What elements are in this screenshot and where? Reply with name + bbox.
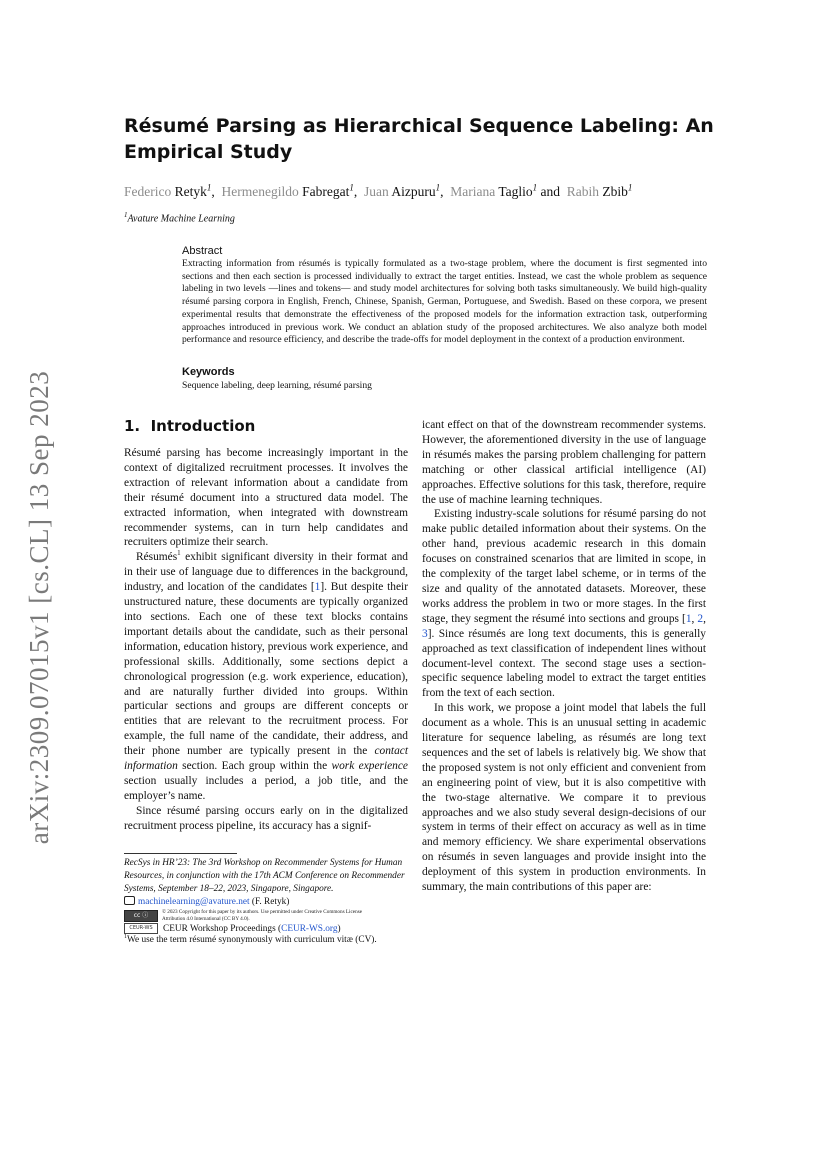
- intro-paragraph-3: Since résumé parsing occurs early on in the digitalized recruitment process pipeline, its accuracy has a signif-: [124, 804, 408, 832]
- envelope-icon: [124, 896, 135, 905]
- license-row: [124, 909, 362, 922]
- footnote-ref[interactable]: 1: [177, 549, 181, 558]
- email-link[interactable]: machinelearning@avature.net: [138, 897, 250, 907]
- citation-link[interactable]: 1: [685, 612, 692, 625]
- footnote-rule: [124, 853, 237, 854]
- author-5: Rabih Zbib$^1$: [566, 182, 633, 199]
- author-2: Hermenegildo Fabregat$^1$,: [221, 182, 358, 199]
- footnote-1: $^1$We use the term résumé synonymously with curriculum vitæ (CV).: [124, 933, 377, 945]
- ceur-logo-icon: CEUR-WS: [124, 923, 158, 934]
- author-4: Mariana Taglio$^1$ and: [450, 182, 561, 199]
- author-1: Federico Retyk$^1$,: [124, 182, 215, 199]
- ceur-row: CEUR-WS CEUR Workshop Proceedings ( CEUR-WS.org ): [124, 923, 341, 934]
- license-text: © 2023 Copyright for this paper by its authors. Use permitted under Creative Commons License Attribution 4.0 International (CC BY 4.0).: [162, 909, 363, 922]
- author-3: Juan Aizpuru$^1$,: [363, 182, 444, 199]
- abstract-text: Extracting information from résumés is typically formulated as a two-stage problem, where the document is first segmented into sections and then each section is processed individually to extract the target entities. Instead, we cast the whole problem as sequence labeling in two levels —lines and tokens— and study model architectures for solving both tasks simultaneously. We build high-quality résumé parsing corpora in English, French, Chinese, Spanish, German, Portuguese, and Swedish. Based on these corpora, we present experimental results that demonstrate the effectiveness of the proposed models for the information extraction task, outperforming approaches introduced in previous work. We conduct an ablation study of the proposed architectures. We also analyze both model performance and resource efficiency, and describe the trade-offs for model deployment in the context of a production environment.: [182, 258, 707, 346]
- ceur-link[interactable]: CEUR-WS.org: [281, 923, 338, 934]
- intro-paragraph-5: Existing industry-scale solutions for résumé parsing do not make public detailed information about their systems. On the other hand, previous academic research in this domain focuses on constrained scenarios that are limited in scope, in the complexity of the target label scheme, or in terms of the size and quality of the annotated datasets. Moreover, these works address the problem in two or more stages. In the first stage, they segment the résumé into sections and groups [1, 2, 3]. Since résumés are long text documents, this is generally approached as text classification of independent lines without document-level context. The second stage uses a section-specific sequence labeling model to extract the target entities from the text of each section.: [422, 508, 706, 700]
- contact-email-line: machinelearning@avature.net (F. Retyk): [124, 896, 289, 909]
- venue-note: RecSys in HR’23: The 3rd Workshop on Recommender Systems for Human Resources, in conjunction with the 17th ACM Conference on Recommender Systems, September 18–22, 2023, Singapore, Singapore.: [124, 858, 405, 894]
- citation-link[interactable]: 3: [422, 627, 428, 640]
- left-column: [124, 416, 408, 834]
- keywords-text: Sequence labeling, deep learning, résumé parsing: [182, 380, 372, 391]
- citation-link[interactable]: 2: [697, 612, 704, 625]
- arxiv-identifier-stamp: arXiv:2309.07015v1 [cs.CL] 13 Sep 2023: [24, 370, 55, 844]
- affiliation: $^1$Avature Machine Learning: [124, 211, 235, 225]
- citation-link[interactable]: 1: [314, 581, 321, 594]
- cc-by-icon: cc ⓘ: [124, 910, 158, 922]
- keywords: [182, 366, 707, 391]
- keywords-heading: Keywords: [182, 366, 235, 378]
- section-heading: 1. Introduction: [124, 417, 256, 435]
- paper-title: Résumé Parsing as Hierarchical Sequence Labeling: An Empirical Study: [124, 115, 714, 163]
- intro-paragraph-1: Résumé parsing has become increasingly important in the context of digitalized recruitment processes. It involves the extraction of relevant information about a candidate from their résumé document into a structured data model. The extracted information, when integrated with downstream recommender systems, can in turn help candidates and recruiters optimize their search.: [124, 447, 408, 549]
- abstract-heading: Abstract: [182, 245, 223, 257]
- intro-paragraph-6: In this work, we propose a joint model that labels the full document as a whole. This is an unusual setting in academic literature for sequence labeling, as résumés are long text sequences and the set of labels is relatively big. We show that the proposed system is not only efficient and convenient from an engineering point of view, but it is also competitive with the two-stage alternative. We compare it to previous approaches and we also study several design-decisions of our system in terms of their effect on accuracy as well as in time and memory efficiency. We share experimental observations on résumés in seven languages and provide insight into the deployment of this system in production environments. In summary, the main contributions of this paper are:: [422, 702, 706, 894]
- abstract: [182, 245, 707, 347]
- right-column: [422, 418, 706, 895]
- author-list: [124, 178, 724, 201]
- intro-paragraph-2: Résumés$^1$ exhibit significant diversity in their format and in their use of language due to differences in the background, industry, and location of the candidates [1]. But despite their unstructured nature, these documents are typically organized into sections. Each one of these text blocks contains important details about the candidate, such as their personal information, education history, previous work experience, and professional skills. Additionally, some sections depict a chronological progression (e.g. work experience, education), and are naturally further divided into groups. Within particular sections and groups are different concepts or entities that are relevant to the recruitment process. For example, the full name of the candidate, their address, and their phone number are typically present in the contact information section. Each group within the work experience section usually includes a period, a job title, and the employer’s name.: [124, 549, 408, 802]
- intro-paragraph-4: icant effect on that of the downstream recommender systems. However, the aforementioned diversity in the use of language in résumés makes the parsing problem challenging for pattern matching or other classical artificial intelligence (AI) approaches. Effective solutions for this task, therefore, require the use of machine learning techniques.: [422, 419, 706, 506]
